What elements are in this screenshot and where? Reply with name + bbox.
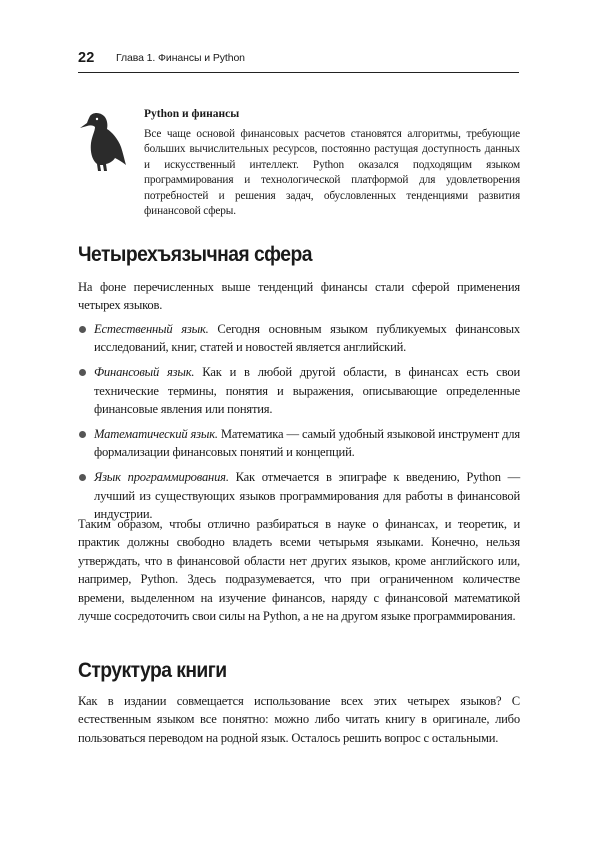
intro-paragraph: На фоне перечисленных выше тенденций финансы стали сферой применения четырех языков. [78,280,520,313]
summary-paragraph: Таким образом, чтобы отлично разбираться в науке о финансах, и теоретик, и практик должны свободно владеть всеми четырьмя языками. Конечно, нельзя утверждать, что в финансовой области нет других языков, кроме английского или, например, Python. Здесь подразумевается, что при ограниченном количестве времени, выделенном на изучение финансов, наряду с финансовой математикой лучше сосредоточить свои силы на Python, а не на другом языке программирования. [78,517,520,624]
structure-paragraph: Как в издании совмещается использование всех этих четырех языков? С естественным языком все понятно: можно либо читать книгу в оригинале, либо пользоваться переводом на родной язык. Осталось решить вопрос с остальными. [78,694,520,745]
list-item-financial-language [78,363,520,418]
bullet-icon [79,474,86,481]
list-item-natural-language [78,320,520,356]
running-head: Глава 1. Финансы и Python [116,52,245,64]
note-body: Все чаще основой финансовых расчетов становятся алгоритмы, требующие больших вычислительных ресурсов, постоянно растущая доступность данных и искусственный интеллект. Python оказался подходящим языком программирования и технологической платформой для удовлетворения потребностей и решения задач, обусловленных тенденциями развития финансовой сферы. [144,128,520,218]
page-number: 22 [78,50,95,66]
bullet-icon [79,326,86,333]
note-title: Python и финансы [144,108,240,120]
bullet-icon [79,369,86,376]
list-item-math-language [78,425,520,461]
list-item-term: Финансовый язык. [94,365,195,380]
list-item-term: Язык программирования. [94,470,229,485]
bullet-icon [79,431,86,438]
list-item-text: Математика — самый удобный языковой инструмент для формализации финансовых понятий и концепций. [94,427,520,460]
list-item-text: Как и в любой другой области, в финансах есть свои технические термины, понятия и выражения, описывающие определенные финансовые явления или понятия. [94,365,520,416]
list-item-term: Естественный язык. [94,322,209,336]
sidebar-note [144,106,520,219]
list-item-term: Математический язык. [94,427,218,442]
page-header [78,46,519,73]
language-list [78,320,520,530]
section-heading-four-languages: Четырехъязычная сфера [78,243,312,266]
list-item-text: Как отмечается в эпиграфе к введению, Python — лучший из существующих языков программирования для работы в финансовой индустрии. [94,470,520,521]
list-item-text: Сегодня основным языком публикуемых финансовых исследований, книг, статей и новостей является английский. [94,322,520,355]
crow-icon [76,108,128,174]
section-heading-book-structure: Структура книги [78,659,227,682]
